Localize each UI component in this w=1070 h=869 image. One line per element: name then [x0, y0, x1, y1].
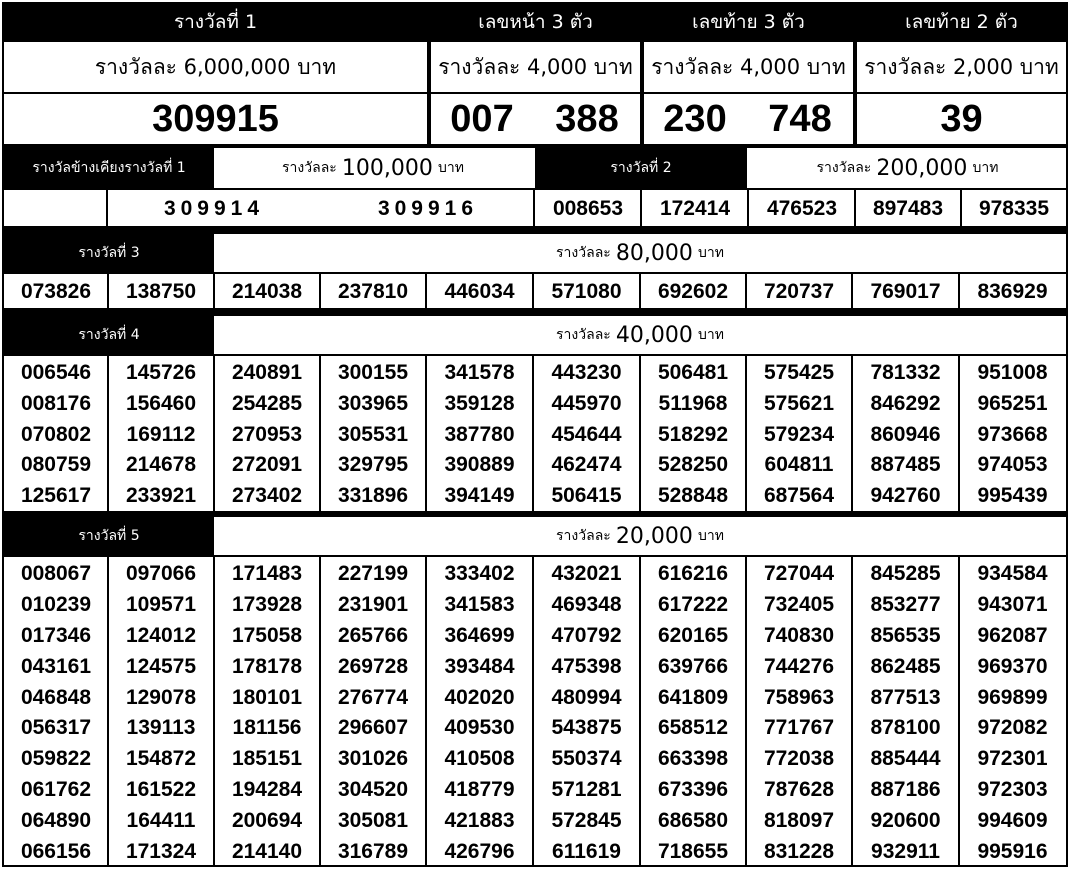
third-prize-number: 237810	[337, 280, 409, 303]
fifth-prize-number: 393484	[444, 654, 515, 678]
third-prize-number: 769017	[870, 280, 941, 303]
fourth-reward-unit: บาท	[697, 327, 724, 343]
divider	[639, 272, 641, 308]
third-prize-label: รางวัลที่ 3	[4, 234, 214, 272]
fifth-prize-number: 194284	[231, 777, 303, 801]
divider	[213, 354, 215, 511]
fourth-prize-number: 240891	[231, 361, 303, 385]
fifth-prize-number: 470792	[551, 623, 622, 647]
divider	[745, 272, 747, 308]
fifth-prize-number: 480994	[551, 685, 622, 709]
fourth-prize-number: 341578	[444, 361, 515, 385]
fourth-prize-number: 528250	[657, 453, 729, 477]
fifth-prize-number: 173928	[231, 593, 303, 617]
divider	[427, 2, 431, 144]
divider	[2, 188, 1068, 190]
divider	[639, 354, 641, 511]
fifth-prize-number: 878100	[870, 716, 941, 740]
fifth-prize-number: 164411	[126, 808, 196, 832]
fourth-prize-number: 080759	[20, 453, 92, 477]
fourth-prize-number: 443230	[551, 361, 622, 385]
divider	[958, 272, 960, 308]
near-first-number-2: 309916	[377, 197, 479, 220]
fifth-prize-number: 856535	[870, 623, 941, 647]
third-prize-number: 138750	[125, 280, 197, 303]
fifth-prize-number: 658512	[657, 716, 729, 740]
fifth-prize-number: 831228	[763, 839, 835, 863]
fifth-prize-number: 845285	[870, 562, 941, 586]
third-prize-number: 571080	[551, 280, 622, 303]
fifth-prize-number: 161522	[125, 777, 197, 801]
fourth-prize-number: 511968	[658, 392, 728, 416]
fifth-prize-number: 932911	[871, 839, 940, 863]
near-first-reward-unit: บาท	[437, 160, 464, 176]
fourth-prize-number: 579234	[763, 422, 835, 446]
divider	[2, 555, 1068, 557]
divider	[958, 555, 960, 867]
divider	[2, 308, 1068, 316]
fifth-prize-number: 269728	[337, 654, 409, 678]
fifth-prize-number: 316789	[337, 839, 409, 863]
fourth-prize-number: 887485	[870, 453, 941, 477]
first-prize-number: 309915	[152, 97, 279, 140]
fifth-prize-number: 962087	[977, 623, 1048, 647]
fourth-prize-number: 214678	[125, 453, 197, 477]
fifth-prize-number: 969899	[977, 685, 1048, 709]
second-prize-number: 476523	[766, 197, 838, 220]
fifth-prize-number: 124012	[125, 623, 197, 647]
fifth-prize-number: 097066	[125, 562, 197, 586]
fifth-prize-number: 214140	[231, 839, 303, 863]
fifth-prize-number: 972301	[977, 747, 1048, 771]
fifth-prize-number: 673396	[657, 777, 729, 801]
fifth-prize-number: 276774	[337, 685, 409, 709]
divider	[960, 188, 962, 226]
third-prize-number: 836929	[977, 280, 1048, 303]
divider	[640, 2, 644, 144]
fifth-prize-number: 231901	[337, 593, 409, 617]
fifth-prize-number: 572845	[551, 808, 622, 832]
fifth-prize-number: 124575	[125, 654, 197, 678]
near-first-label: รางวัลข้างเคียงรางวัลที่ 1	[4, 148, 214, 188]
third-reward-unit: บาท	[697, 245, 724, 261]
divider	[851, 272, 853, 308]
fourth-prize-number: 272091	[231, 453, 303, 477]
third-reward-amount: 80,000	[615, 240, 693, 266]
divider	[107, 272, 109, 308]
fifth-prize-number: 171483	[231, 562, 303, 586]
divider	[213, 272, 215, 308]
fifth-prize-number: 129078	[125, 685, 197, 709]
fifth-prize-number: 727044	[763, 562, 835, 586]
fourth-prize-number: 445970	[551, 392, 622, 416]
divider	[319, 272, 321, 308]
fourth-prize-number: 974053	[977, 453, 1048, 477]
back3-reward: รางวัลละ 4,000 บาท	[651, 54, 846, 79]
fifth-prize-number: 175058	[231, 623, 303, 647]
fifth-prize-number: 064890	[20, 808, 92, 832]
second-prize-number: 008653	[552, 197, 624, 220]
second-reward-amount: 200,000	[876, 155, 968, 181]
fifth-prize-number: 772038	[763, 747, 835, 771]
fifth-prize-number: 402020	[444, 685, 515, 709]
fifth-reward-unit: บาท	[697, 528, 724, 544]
fourth-prize-number: 575425	[763, 361, 835, 385]
fourth-prize-number: 528848	[657, 484, 729, 508]
divider	[532, 555, 534, 867]
divider	[958, 354, 960, 511]
fourth-prize-number: 687564	[763, 484, 835, 508]
fifth-prize-number: 758963	[763, 685, 835, 709]
fifth-prize-number: 744276	[763, 654, 835, 678]
fifth-prize-number: 818097	[763, 808, 835, 832]
fifth-prize-number: 934584	[977, 562, 1048, 586]
fifth-prize-number: 304520	[337, 777, 409, 801]
fourth-prize-number: 965251	[977, 392, 1048, 416]
fourth-prize-number: 506481	[657, 361, 729, 385]
fifth-prize-number: 740830	[763, 623, 835, 647]
fifth-prize-number: 139113	[126, 716, 196, 740]
fourth-prize-number: 518292	[657, 422, 729, 446]
fourth-prize-number: 273402	[231, 484, 303, 508]
fourth-prize-number: 125617	[20, 484, 92, 508]
fourth-prize-number: 070802	[20, 422, 92, 446]
fifth-prize-number: 265766	[337, 623, 409, 647]
front3-reward: รางวัลละ 4,000 บาท	[438, 54, 633, 79]
fifth-prize-number: 995916	[977, 839, 1048, 863]
divider	[851, 354, 853, 511]
divider	[853, 2, 857, 144]
fifth-prize-number: 200694	[231, 808, 303, 832]
fifth-prize-number: 301026	[337, 747, 409, 771]
fifth-prize-number: 056317	[20, 716, 92, 740]
near-first-number-1: 309914	[163, 197, 265, 220]
divider	[745, 555, 747, 867]
divider	[106, 188, 108, 226]
fourth-prize-number: 329795	[337, 453, 409, 477]
fifth-prize-number: 617222	[657, 593, 729, 617]
fifth-prize-number: 341583	[444, 593, 515, 617]
near-first-reward-prefix: รางวัลละ	[282, 160, 337, 176]
fifth-prize-number: 154872	[125, 747, 197, 771]
divider	[107, 354, 109, 511]
fourth-prize-number: 359128	[444, 392, 515, 416]
third-prize-number: 073826	[20, 280, 92, 303]
fifth-prize-number: 418779	[444, 777, 515, 801]
fifth-prize-number: 611619	[552, 839, 621, 863]
fourth-prize-number: 387780	[444, 422, 515, 446]
fourth-prize-number: 394149	[444, 484, 515, 508]
fifth-prize-number: 181156	[232, 716, 302, 740]
fourth-prize-number: 300155	[337, 361, 409, 385]
fifth-prize-number: 305081	[337, 808, 409, 832]
fifth-prize-number: 571281	[551, 777, 622, 801]
fifth-prize-number: 771767	[763, 716, 835, 740]
fifth-prize-number: 296607	[337, 716, 409, 740]
fifth-prize-number: 046848	[20, 685, 92, 709]
fourth-prize-number: 331896	[337, 484, 409, 508]
fifth-prize-number: 475398	[551, 654, 622, 678]
back2-reward: รางวัลละ 2,000 บาท	[864, 54, 1059, 79]
fifth-prize-number: 469348	[551, 593, 622, 617]
fourth-reward-prefix: รางวัลละ	[556, 327, 611, 343]
second-reward-unit: บาท	[972, 160, 999, 176]
second-prize-number: 172414	[659, 197, 731, 220]
fifth-prize-number: 109571	[125, 593, 197, 617]
fifth-reward-amount: 20,000	[615, 523, 693, 549]
fourth-prize-number: 156460	[125, 392, 197, 416]
divider	[639, 555, 641, 867]
fifth-reward-prefix: รางวัลละ	[556, 528, 611, 544]
fifth-prize-number: 066156	[20, 839, 92, 863]
fifth-prize-label: รางวัลที่ 5	[4, 517, 214, 555]
front3-number-2: 388	[555, 97, 619, 140]
divider	[319, 354, 321, 511]
fifth-prize-number: 616216	[657, 562, 729, 586]
fourth-prize-number: 270953	[231, 422, 303, 446]
fifth-prize-number: 972082	[977, 716, 1048, 740]
divider	[2, 354, 1068, 356]
fifth-prize-number: 885444	[870, 747, 941, 771]
fifth-prize-number: 969370	[977, 654, 1048, 678]
fifth-prize-number: 059822	[20, 747, 92, 771]
divider	[425, 354, 427, 511]
fourth-prize-number: 006546	[20, 361, 92, 385]
divider	[532, 272, 534, 308]
fourth-prize-number: 303965	[337, 392, 409, 416]
first-prize-reward: รางวัลละ 6,000,000 บาท	[94, 54, 337, 79]
table-frame	[2, 2, 1068, 867]
fifth-prize-number: 732405	[763, 593, 835, 617]
second-prize-label: รางวัลที่ 2	[535, 148, 747, 188]
second-prize-number: 978335	[978, 197, 1050, 220]
fourth-prize-number: 145726	[125, 361, 197, 385]
first-prize-header: รางวัลที่ 1	[4, 4, 427, 40]
fifth-prize-number: 432021	[551, 562, 622, 586]
near-first-reward-amount: 100,000	[341, 155, 433, 181]
divider	[2, 40, 1068, 42]
fifth-prize-number: 043161	[20, 654, 92, 678]
fourth-prize-number: 951008	[977, 361, 1048, 385]
fifth-prize-number: 887186	[870, 777, 941, 801]
fourth-prize-number: 973668	[977, 422, 1048, 446]
divider	[2, 272, 1068, 274]
divider	[2, 226, 1068, 234]
fifth-prize-number: 227199	[337, 562, 409, 586]
fourth-prize-number: 462474	[551, 453, 622, 477]
fifth-prize-number: 943071	[977, 593, 1048, 617]
divider	[2, 92, 1068, 94]
divider	[425, 555, 427, 867]
divider	[851, 555, 853, 867]
fifth-prize-number: 185151	[231, 747, 303, 771]
fifth-prize-number: 333402	[444, 562, 515, 586]
fourth-prize-number: 846292	[870, 392, 941, 416]
fifth-prize-number: 994609	[977, 808, 1048, 832]
divider	[107, 555, 109, 867]
fifth-prize-number: 718655	[657, 839, 729, 863]
third-prize-number: 692602	[657, 280, 729, 303]
divider	[2, 511, 1068, 517]
third-prize-number: 446034	[444, 280, 515, 303]
fourth-prize-number: 390889	[444, 453, 515, 477]
fourth-prize-number: 169112	[126, 422, 196, 446]
back2-number: 39	[940, 97, 983, 140]
fourth-prize-number: 781332	[870, 361, 941, 385]
fourth-prize-number: 233921	[125, 484, 197, 508]
fifth-prize-number: 543875	[551, 716, 622, 740]
fifth-prize-number: 410508	[444, 747, 515, 771]
divider	[2, 144, 1068, 148]
fifth-prize-number: 641809	[657, 685, 729, 709]
fourth-prize-number: 454644	[551, 422, 622, 446]
fifth-prize-number: 877513	[870, 685, 941, 709]
fourth-prize-number: 254285	[231, 392, 303, 416]
fifth-prize-number: 853277	[870, 593, 941, 617]
fifth-prize-number: 008067	[20, 562, 92, 586]
fourth-prize-number: 860946	[870, 422, 941, 446]
fourth-reward-amount: 40,000	[615, 322, 693, 348]
third-prize-number: 720737	[763, 280, 835, 303]
divider	[319, 555, 321, 867]
fifth-prize-number: 620165	[657, 623, 729, 647]
third-reward-prefix: รางวัลละ	[556, 245, 611, 261]
fifth-prize-number: 862485	[870, 654, 941, 678]
fifth-prize-number: 171324	[125, 839, 197, 863]
fifth-prize-number: 972303	[977, 777, 1048, 801]
fifth-prize-number: 421883	[444, 808, 515, 832]
back3-number-2: 748	[768, 97, 832, 140]
back2-header: เลขท้าย 2 ตัว	[857, 4, 1066, 40]
fifth-prize-number: 178178	[231, 654, 303, 678]
divider	[854, 188, 856, 226]
fourth-prize-number: 305531	[337, 422, 409, 446]
fifth-prize-number: 180101	[231, 685, 303, 709]
divider	[747, 188, 749, 226]
fourth-prize-number: 995439	[977, 484, 1048, 508]
third-prize-number: 214038	[231, 280, 303, 303]
fifth-prize-number: 686580	[657, 808, 729, 832]
fourth-prize-number: 575621	[763, 392, 835, 416]
divider	[533, 188, 535, 226]
fifth-prize-number: 550374	[551, 747, 622, 771]
divider	[532, 354, 534, 511]
fifth-prize-number: 920600	[870, 808, 941, 832]
back3-number-1: 230	[663, 97, 727, 140]
front3-header: เลขหน้า 3 ตัว	[431, 4, 640, 40]
divider	[425, 272, 427, 308]
second-reward-prefix: รางวัลละ	[816, 160, 872, 176]
fifth-prize-number: 364699	[444, 623, 515, 647]
fifth-prize-number: 010239	[20, 593, 92, 617]
fourth-prize-number: 506415	[551, 484, 622, 508]
back3-header: เลขท้าย 3 ตัว	[644, 4, 853, 40]
fifth-prize-number: 787628	[763, 777, 835, 801]
second-prize-number: 897483	[872, 197, 944, 220]
fourth-prize-number: 942760	[870, 484, 941, 508]
fourth-prize-number: 008176	[20, 392, 92, 416]
fifth-prize-number: 663398	[657, 747, 729, 771]
divider	[745, 354, 747, 511]
divider	[640, 188, 642, 226]
fifth-prize-number: 426796	[444, 839, 515, 863]
fifth-prize-number: 409530	[444, 716, 515, 740]
fifth-prize-number: 061762	[20, 777, 92, 801]
fourth-prize-label: รางวัลที่ 4	[4, 316, 214, 354]
fourth-prize-number: 604811	[764, 453, 834, 477]
divider	[213, 555, 215, 867]
fifth-prize-number: 017346	[20, 623, 92, 647]
front3-number-1: 007	[450, 97, 514, 140]
fifth-prize-number: 639766	[657, 654, 729, 678]
